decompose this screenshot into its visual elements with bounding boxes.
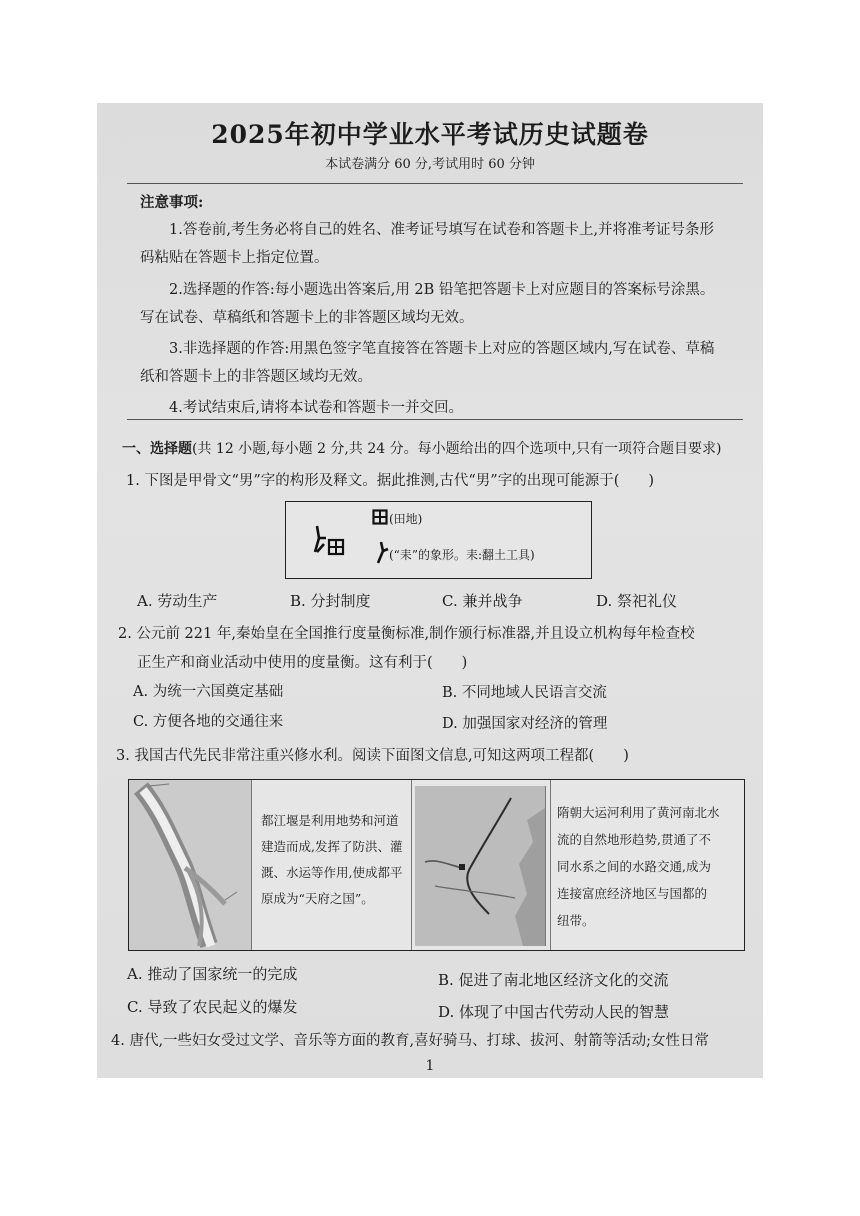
divider-notes (127, 419, 743, 420)
notes-line-5: 3.非选择题的作答:用黑色签字笔直接答在答题卡上对应的答题区域内,写在试卷、草稿 (169, 341, 715, 357)
q1-plough-caption: (“耒”的象形。耒:翻土工具) (389, 548, 535, 562)
exam-title: 2025年初中学业水平考试历史试题卷 (211, 120, 649, 149)
q1-option-d: D. 祭祀礼仪 (596, 592, 678, 610)
dujiangyan-text-4: 原成为“天府之国”。 (261, 891, 374, 906)
q2-option-b: B. 不同地域人民语言交流 (442, 685, 607, 701)
dujiangyan-text-2: 建造而成,发挥了防洪、灌 (261, 839, 403, 854)
q1-field-caption: (田地) (389, 512, 423, 526)
canal-text-1: 隋朝大运河利用了黄河南北水 (557, 805, 720, 820)
q1-option-c: C. 兼并战争 (442, 592, 523, 610)
notes-line-7: 4.考试结束后,请将本试卷和答题卡一并交回。 (169, 400, 463, 416)
q2-stem-line-1: 2. 公元前 221 年,秦始皇在全国推行度量衡标准,制作颁行标准器,并且设立机构每年检查校 (118, 626, 695, 642)
exam-subtitle: 本试卷满分 60 分,考试用时 60 分钟 (325, 157, 535, 172)
canal-text-4: 连接富庶经济地区与国都的 (557, 886, 708, 901)
notes-heading: 注意事项: (140, 194, 204, 211)
exam-paper (97, 103, 763, 1078)
notes-line-3: 2.选择题的作答:每小题选出答案后,用 2B 铅笔把答题卡上对应题目的答案标号涂黑。 (169, 282, 715, 298)
q1-figure (285, 501, 592, 579)
notes-line-1: 1.答卷前,考生务必将自己的姓名、准考证号填写在试卷和答题卡上,并将准考证号条形 (169, 222, 715, 238)
notes-line-2: 码粘贴在答题卡上指定位置。 (140, 250, 329, 266)
canal-text-2: 流的自然地形趋势,贯通了不 (557, 832, 711, 847)
canal-text-5: 纽带。 (557, 913, 595, 928)
q3-stem: 3. 我国古代先民非常注重兴修水利。阅读下面图文信息,可知这两项工程都( ) (116, 748, 629, 764)
q4-stem: 4. 唐代,一些妇女受过文学、音乐等方面的教育,喜好骑马、打球、拔河、射箭等活动;女性日常 (111, 1033, 710, 1049)
q3-option-a: A. 推动了国家统一的完成 (127, 965, 298, 983)
q3-option-c: C. 导致了农民起义的爆发 (127, 998, 298, 1016)
dujiangyan-text-1: 都江堰是利用地势和河道 (261, 813, 399, 828)
notes-line-6: 纸和答题卡上的非答题区域均无效。 (140, 369, 372, 385)
q2-option-c: C. 方便各地的交通往来 (133, 714, 284, 730)
q3-divider (411, 780, 412, 950)
dujiangyan-river-icon (129, 780, 251, 950)
page-number: 1 (425, 1058, 435, 1074)
grand-canal-map (415, 786, 546, 946)
section-desc: (共 12 小题,每小题 2 分,共 24 分。每小题给出的四个选项中,只有一项符合题目要求) (192, 441, 722, 457)
oracle-field-glyph-icon (372, 509, 388, 525)
oracle-nan-glyph-icon (311, 522, 351, 562)
q1-option-a: A. 劳动生产 (137, 592, 218, 610)
section-heading (122, 438, 722, 458)
q2-option-d: D. 加强国家对经济的管理 (442, 716, 608, 732)
q3-option-b: B. 促进了南北地区经济文化的交流 (438, 971, 669, 989)
q1-option-b: B. 分封制度 (290, 592, 371, 610)
q3-figure (128, 779, 745, 951)
section-title: 一、选择题 (122, 441, 192, 457)
canal-text-3: 同水系之间的水路交通,成为 (557, 859, 711, 874)
oracle-plough-glyph-icon (372, 540, 390, 566)
grand-canal-icon (415, 786, 545, 946)
q2-option-a: A. 为统一六国奠定基础 (133, 684, 284, 700)
q3-divider-2 (550, 780, 551, 950)
dujiangyan-map (129, 780, 252, 950)
q3-option-d: D. 体现了中国古代劳动人民的智慧 (438, 1003, 670, 1021)
dujiangyan-text-3: 溉、水运等作用,使成都平 (261, 865, 403, 880)
divider-top (127, 183, 743, 184)
q1-stem: 1. 下图是甲骨文“男”字的构形及释文。据此推测,古代“男”字的出现可能源于( ) (126, 473, 655, 489)
q2-stem-line-2: 正生产和商业活动中使用的度量衡。这有利于( ) (137, 655, 468, 671)
notes-line-4: 写在试卷、草稿纸和答题卡上的非答题区域均无效。 (140, 310, 474, 326)
